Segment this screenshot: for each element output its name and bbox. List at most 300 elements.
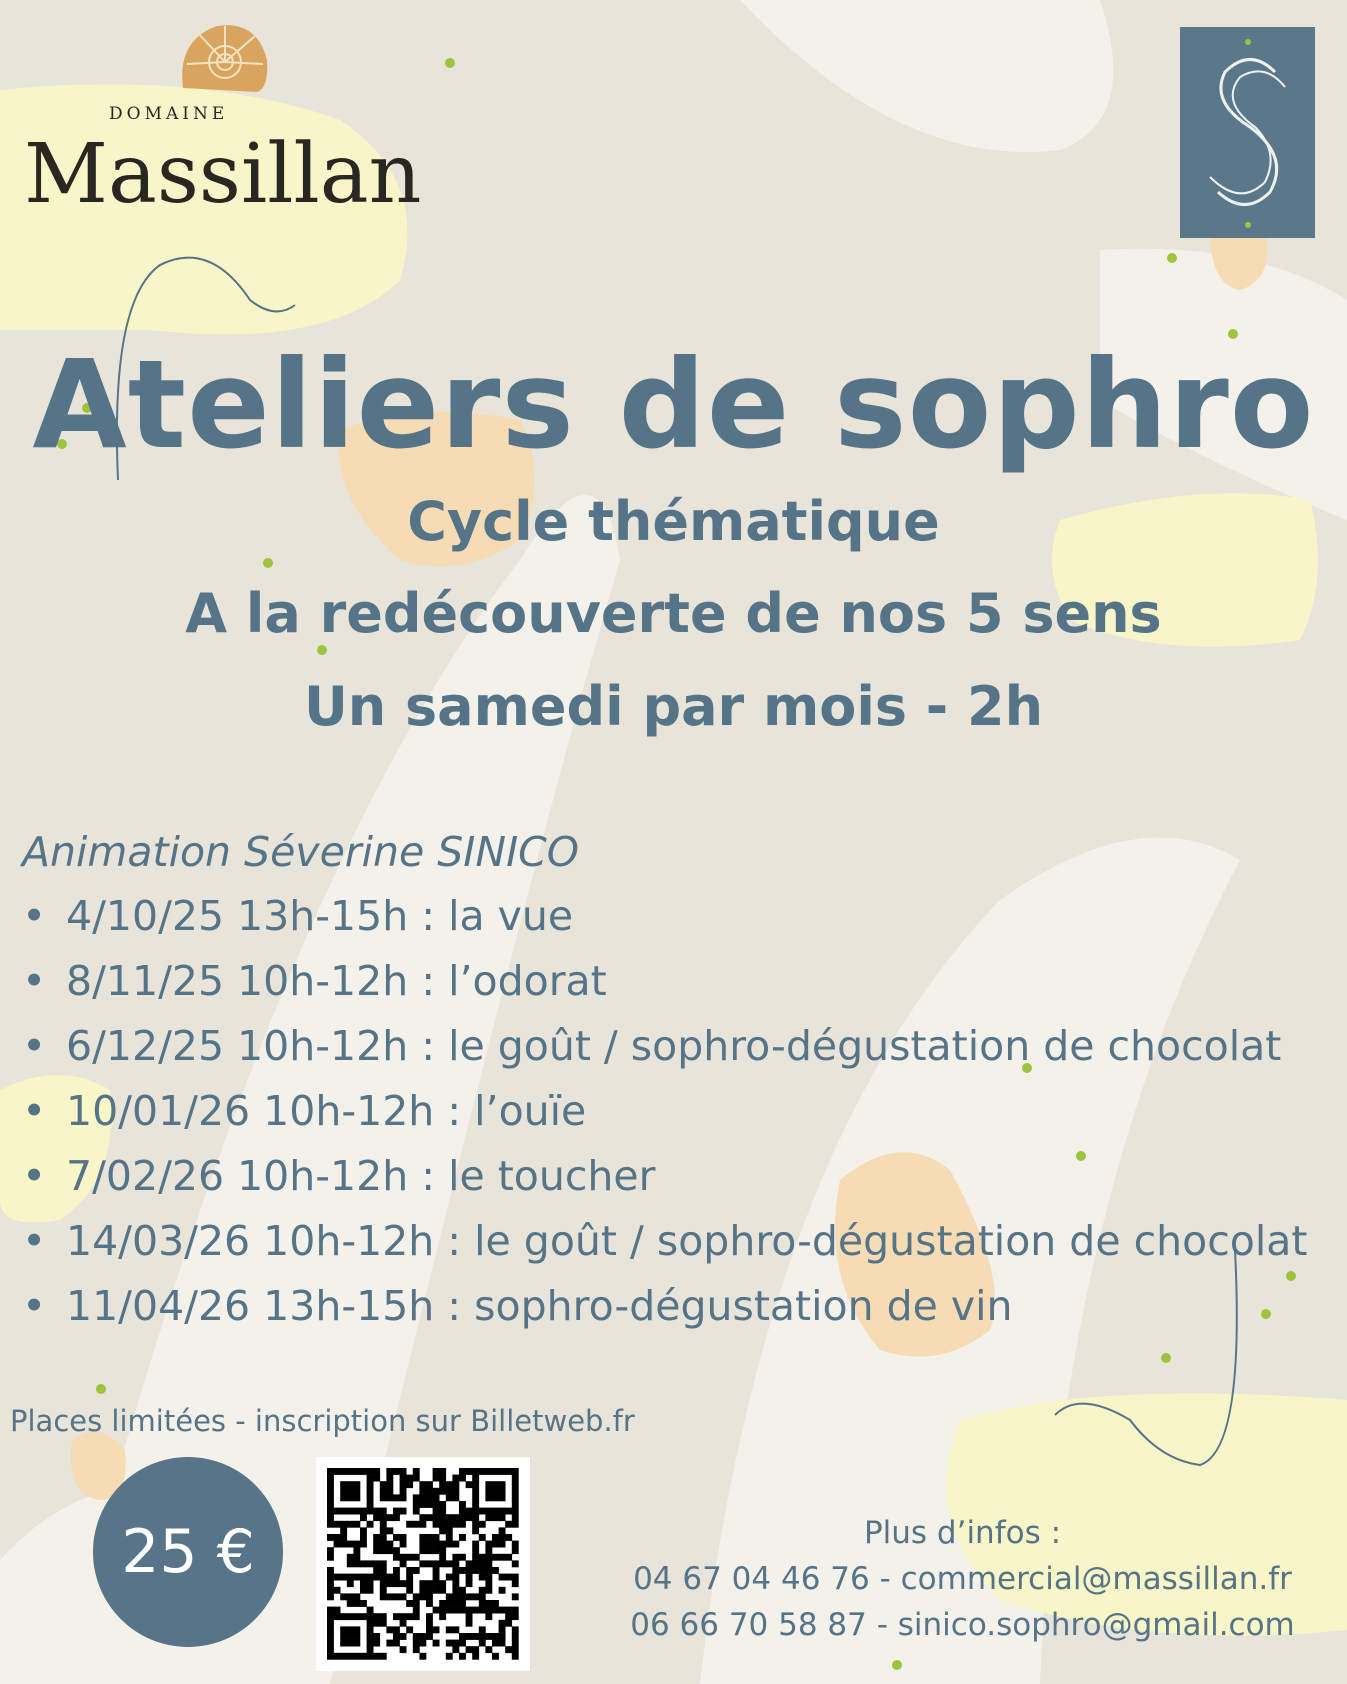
qr-module [485, 1488, 492, 1495]
qr-module [512, 1640, 519, 1647]
qr-module [439, 1547, 446, 1554]
qr-module [419, 1587, 426, 1594]
qr-module [419, 1514, 426, 1521]
qr-module [485, 1508, 492, 1515]
qr-module [433, 1541, 440, 1548]
qr-module [452, 1541, 459, 1548]
qr-module [340, 1521, 347, 1528]
qr-module [446, 1488, 453, 1495]
qr-module [327, 1580, 334, 1587]
qr-module [472, 1567, 479, 1574]
qr-module [334, 1607, 341, 1614]
qr-module [426, 1560, 433, 1567]
qr-module [406, 1587, 413, 1594]
qr-module [512, 1468, 519, 1475]
qr-module [446, 1541, 453, 1548]
qr-module [512, 1541, 519, 1548]
qr-module [334, 1653, 341, 1660]
qr-module [459, 1587, 466, 1594]
qr-module [485, 1646, 492, 1653]
qr-module [353, 1481, 360, 1488]
qr-module [367, 1501, 374, 1508]
qr-module [386, 1580, 393, 1587]
qr-module [485, 1468, 492, 1475]
qr-module [419, 1481, 426, 1488]
qr-module [406, 1567, 413, 1574]
qr-module [492, 1640, 499, 1647]
qr-module [340, 1613, 347, 1620]
qr-module [499, 1468, 506, 1475]
qr-module [413, 1607, 420, 1614]
qr-module [479, 1593, 486, 1600]
qr-module [367, 1620, 374, 1627]
qr-module [426, 1587, 433, 1594]
qr-module [380, 1521, 387, 1528]
qr-module [499, 1508, 506, 1515]
qr-module [452, 1481, 459, 1488]
qr-module [413, 1554, 420, 1561]
qr-module [373, 1567, 380, 1574]
qr-module [433, 1468, 440, 1475]
qr-module [479, 1554, 486, 1561]
qr-module [400, 1554, 407, 1561]
qr-module [512, 1521, 519, 1528]
qr-module [406, 1626, 413, 1633]
qr-module [433, 1508, 440, 1515]
qr-module [380, 1613, 387, 1620]
qr-module [419, 1494, 426, 1501]
qr-module [466, 1508, 473, 1515]
qr-module [452, 1607, 459, 1614]
qr-module [459, 1508, 466, 1515]
qr-module [466, 1646, 473, 1653]
qr-module [327, 1593, 334, 1600]
qr-module [446, 1600, 453, 1607]
qr-module [426, 1541, 433, 1548]
qr-module [327, 1494, 334, 1501]
qr-module [466, 1633, 473, 1640]
qr-module [373, 1475, 380, 1482]
qr-module [386, 1481, 393, 1488]
qr-module [419, 1547, 426, 1554]
qr-module [380, 1488, 387, 1495]
qr-module [466, 1607, 473, 1614]
qr-module [373, 1633, 380, 1640]
qr-module [492, 1514, 499, 1521]
subtitle-schedule: Un samedi par mois - 2h [303, 675, 1044, 738]
qr-module [386, 1527, 393, 1534]
qr-module [340, 1633, 347, 1640]
qr-module [426, 1600, 433, 1607]
qr-module [452, 1567, 459, 1574]
qr-module [512, 1481, 519, 1488]
qr-module [426, 1593, 433, 1600]
qr-module [413, 1593, 420, 1600]
qr-module [367, 1468, 374, 1475]
qr-module [400, 1560, 407, 1567]
contact-line-2: 06 66 70 58 87 - sinico.sophro@gmail.com [630, 1607, 1295, 1643]
qr-module [433, 1574, 440, 1581]
qr-module [485, 1600, 492, 1607]
qr-module [452, 1521, 459, 1528]
qr-module [406, 1481, 413, 1488]
qr-module [479, 1560, 486, 1567]
massillan-logo [24, 104, 424, 224]
qr-module [327, 1620, 334, 1627]
qr-module [472, 1593, 479, 1600]
qr-module [353, 1547, 360, 1554]
qr-module [327, 1475, 334, 1482]
qr-module [380, 1508, 387, 1515]
qr-module [367, 1475, 374, 1482]
qr-module [386, 1494, 393, 1501]
qr-module [499, 1587, 506, 1594]
qr-module [367, 1488, 374, 1495]
qr-module [492, 1633, 499, 1640]
qr-module [466, 1613, 473, 1620]
qr-module [466, 1580, 473, 1587]
qr-module [340, 1640, 347, 1647]
qr-module [472, 1633, 479, 1640]
qr-module [340, 1481, 347, 1488]
qr-module [512, 1475, 519, 1482]
qr-module [393, 1534, 400, 1541]
qr-module [367, 1646, 374, 1653]
qr-module [413, 1600, 420, 1607]
qr-module [512, 1607, 519, 1614]
qr-module [340, 1593, 347, 1600]
qr-module [485, 1481, 492, 1488]
qr-module [419, 1640, 426, 1647]
qr-module [512, 1547, 519, 1554]
qr-module [492, 1541, 499, 1548]
qr-module [360, 1534, 367, 1541]
qr-module [472, 1481, 479, 1488]
qr-module [360, 1514, 367, 1521]
qr-module [393, 1494, 400, 1501]
qr-module [433, 1521, 440, 1528]
qr-module [479, 1600, 486, 1607]
qr-module [433, 1560, 440, 1567]
qr-module [512, 1580, 519, 1587]
qr-module [472, 1508, 479, 1515]
qr-module [419, 1633, 426, 1640]
qr-module [426, 1547, 433, 1554]
qr-module [492, 1607, 499, 1614]
qr-module [459, 1633, 466, 1640]
qr-module [512, 1501, 519, 1508]
qr-module [439, 1488, 446, 1495]
qr-module [347, 1468, 354, 1475]
qr-module [367, 1633, 374, 1640]
qr-module [512, 1514, 519, 1521]
qr-module [492, 1468, 499, 1475]
qr-module [334, 1521, 341, 1528]
qr-module [472, 1607, 479, 1614]
qr-module [340, 1468, 347, 1475]
qr-module [340, 1488, 347, 1495]
qr-module [419, 1653, 426, 1660]
qr-module [433, 1567, 440, 1574]
qr-module [367, 1494, 374, 1501]
qr-module [472, 1547, 479, 1554]
qr-module [393, 1574, 400, 1581]
qr-module [472, 1494, 479, 1501]
qr-module [485, 1633, 492, 1640]
qr-module [400, 1494, 407, 1501]
qr-module [373, 1468, 380, 1475]
qr-module [327, 1587, 334, 1594]
qr-module [327, 1514, 334, 1521]
qr-module [485, 1560, 492, 1567]
qr-module [459, 1593, 466, 1600]
qr-module [492, 1600, 499, 1607]
qr-module [472, 1521, 479, 1528]
list-item: • 10/01/26 10h-12h : l’ouïe [22, 1079, 1307, 1144]
qr-module [446, 1534, 453, 1541]
qr-module [340, 1541, 347, 1548]
qr-module [505, 1646, 512, 1653]
qr-module [419, 1580, 426, 1587]
qr-module [433, 1580, 440, 1587]
qr-module [439, 1468, 446, 1475]
qr-module [459, 1501, 466, 1508]
qr-module [373, 1653, 380, 1660]
qr-module [452, 1475, 459, 1482]
qr-module [439, 1607, 446, 1614]
list-item: • 11/04/26 13h-15h : sophro-dégustation de vin [22, 1274, 1307, 1339]
price-badge: 25 € [93, 1457, 283, 1647]
qr-module [380, 1494, 387, 1501]
qr-module [386, 1640, 393, 1647]
qr-module [426, 1620, 433, 1627]
qr-module [360, 1527, 367, 1534]
qr-module [347, 1481, 354, 1488]
qr-module [466, 1567, 473, 1574]
qr-module [406, 1574, 413, 1581]
qr-module [400, 1481, 407, 1488]
qr-module [439, 1613, 446, 1620]
qr-module [426, 1501, 433, 1508]
qr-module [347, 1554, 354, 1561]
qr-module [452, 1554, 459, 1561]
qr-module [439, 1560, 446, 1567]
qr-module [380, 1593, 387, 1600]
qr-module [360, 1468, 367, 1475]
qr-module [512, 1560, 519, 1567]
qr-module [360, 1600, 367, 1607]
qr-module [479, 1468, 486, 1475]
qr-module [426, 1488, 433, 1495]
qr-module [373, 1541, 380, 1548]
qr-module [373, 1640, 380, 1647]
qr-module [426, 1613, 433, 1620]
qr-module [360, 1653, 367, 1660]
qr-module [327, 1626, 334, 1633]
qr-module [472, 1541, 479, 1548]
qr-module [485, 1567, 492, 1574]
qr-module [472, 1468, 479, 1475]
qr-module [446, 1494, 453, 1501]
qr-module [459, 1534, 466, 1541]
qr-module [439, 1481, 446, 1488]
s-monogram-icon [1180, 27, 1315, 238]
qr-module [413, 1646, 420, 1653]
qr-module [452, 1494, 459, 1501]
qr-module [492, 1534, 499, 1541]
qr-module [419, 1521, 426, 1528]
qr-module [439, 1475, 446, 1482]
qr-module [373, 1560, 380, 1567]
qr-module [353, 1541, 360, 1548]
qr-module [472, 1501, 479, 1508]
qr-module [386, 1488, 393, 1495]
qr-module [327, 1646, 334, 1653]
contact-info [600, 1510, 1325, 1648]
qr-module [347, 1494, 354, 1501]
qr-module [479, 1607, 486, 1614]
qr-module [505, 1468, 512, 1475]
qr-module [439, 1600, 446, 1607]
qr-module [419, 1593, 426, 1600]
qr-module [334, 1534, 341, 1541]
qr-module [380, 1547, 387, 1554]
qr-module [393, 1514, 400, 1521]
qr-module [479, 1633, 486, 1640]
contact-line-1: 04 67 04 46 76 - commercial@massillan.fr [633, 1561, 1292, 1597]
qr-module [347, 1633, 354, 1640]
qr-module [472, 1646, 479, 1653]
qr-module [492, 1554, 499, 1561]
qr-module [512, 1574, 519, 1581]
qr-module [413, 1613, 420, 1620]
qr-module [452, 1560, 459, 1567]
shell-logo-icon [177, 20, 269, 95]
qr-module [340, 1653, 347, 1660]
qr-module [426, 1580, 433, 1587]
qr-module [393, 1468, 400, 1475]
qr-module [400, 1580, 407, 1587]
qr-module [393, 1580, 400, 1587]
qr-module [452, 1626, 459, 1633]
qr-module [347, 1488, 354, 1495]
qr-module [327, 1607, 334, 1614]
qr-module [485, 1613, 492, 1620]
qr-module [353, 1613, 360, 1620]
qr-module [327, 1653, 334, 1660]
qr-module [433, 1640, 440, 1647]
qr-module [380, 1587, 387, 1594]
qr-module [380, 1534, 387, 1541]
page-title: Ateliers de sophro [32, 334, 1315, 476]
qr-module [327, 1574, 334, 1581]
qr-module [380, 1527, 387, 1534]
qr-module [433, 1626, 440, 1633]
qr-module [327, 1567, 334, 1574]
qr-module [380, 1653, 387, 1660]
qr-module [433, 1488, 440, 1495]
qr-module [439, 1508, 446, 1515]
qr-module [505, 1554, 512, 1561]
qr-module [347, 1626, 354, 1633]
qr-module [393, 1640, 400, 1647]
qr-module [499, 1554, 506, 1561]
qr-module [433, 1607, 440, 1614]
qr-module [413, 1633, 420, 1640]
qr-module [373, 1514, 380, 1521]
qr-module [367, 1613, 374, 1620]
qr-module [347, 1508, 354, 1515]
qr-module [380, 1514, 387, 1521]
qr-module [373, 1613, 380, 1620]
qr-module [327, 1468, 334, 1475]
qr-module [459, 1653, 466, 1660]
qr-module [347, 1541, 354, 1548]
qr-module [452, 1587, 459, 1594]
qr-module [426, 1626, 433, 1633]
qr-module [380, 1580, 387, 1587]
qr-module [505, 1521, 512, 1528]
qr-module [400, 1541, 407, 1548]
qr-module [466, 1481, 473, 1488]
qr-module [353, 1554, 360, 1561]
qr-module [413, 1521, 420, 1528]
qr-module [472, 1653, 479, 1660]
list-item: • 8/11/25 10h-12h : l’odorat [22, 949, 1307, 1014]
qr-module [499, 1481, 506, 1488]
qr-module [452, 1640, 459, 1647]
qr-module [426, 1494, 433, 1501]
qr-module [479, 1574, 486, 1581]
qr-module [400, 1593, 407, 1600]
qr-module [367, 1574, 374, 1581]
qr-module [492, 1481, 499, 1488]
qr-module [485, 1494, 492, 1501]
qr-module [433, 1547, 440, 1554]
qr-module [499, 1633, 506, 1640]
qr-module [400, 1488, 407, 1495]
qr-module [452, 1580, 459, 1587]
qr-module [327, 1554, 334, 1561]
qr-module [419, 1541, 426, 1548]
qr-module [360, 1541, 367, 1548]
qr-module [446, 1640, 453, 1647]
qr-module [499, 1607, 506, 1614]
qr-module [446, 1560, 453, 1567]
qr-module [499, 1488, 506, 1495]
qr-module [347, 1560, 354, 1567]
qr-module [353, 1521, 360, 1528]
qr-module [505, 1534, 512, 1541]
qr-module [419, 1534, 426, 1541]
qr-module [459, 1607, 466, 1614]
qr-module [466, 1620, 473, 1627]
animator: Animation Séverine SINICO [22, 828, 580, 876]
qr-module [459, 1640, 466, 1647]
qr-module [512, 1626, 519, 1633]
qr-module [340, 1534, 347, 1541]
qr-module [367, 1560, 374, 1567]
qr-module [433, 1587, 440, 1594]
qr-module [353, 1600, 360, 1607]
qr-code[interactable] [316, 1457, 530, 1671]
qr-module [439, 1514, 446, 1521]
qr-module [327, 1640, 334, 1647]
qr-module [334, 1541, 341, 1548]
qr-module [353, 1574, 360, 1581]
qr-module [459, 1475, 466, 1482]
qr-module [373, 1547, 380, 1554]
